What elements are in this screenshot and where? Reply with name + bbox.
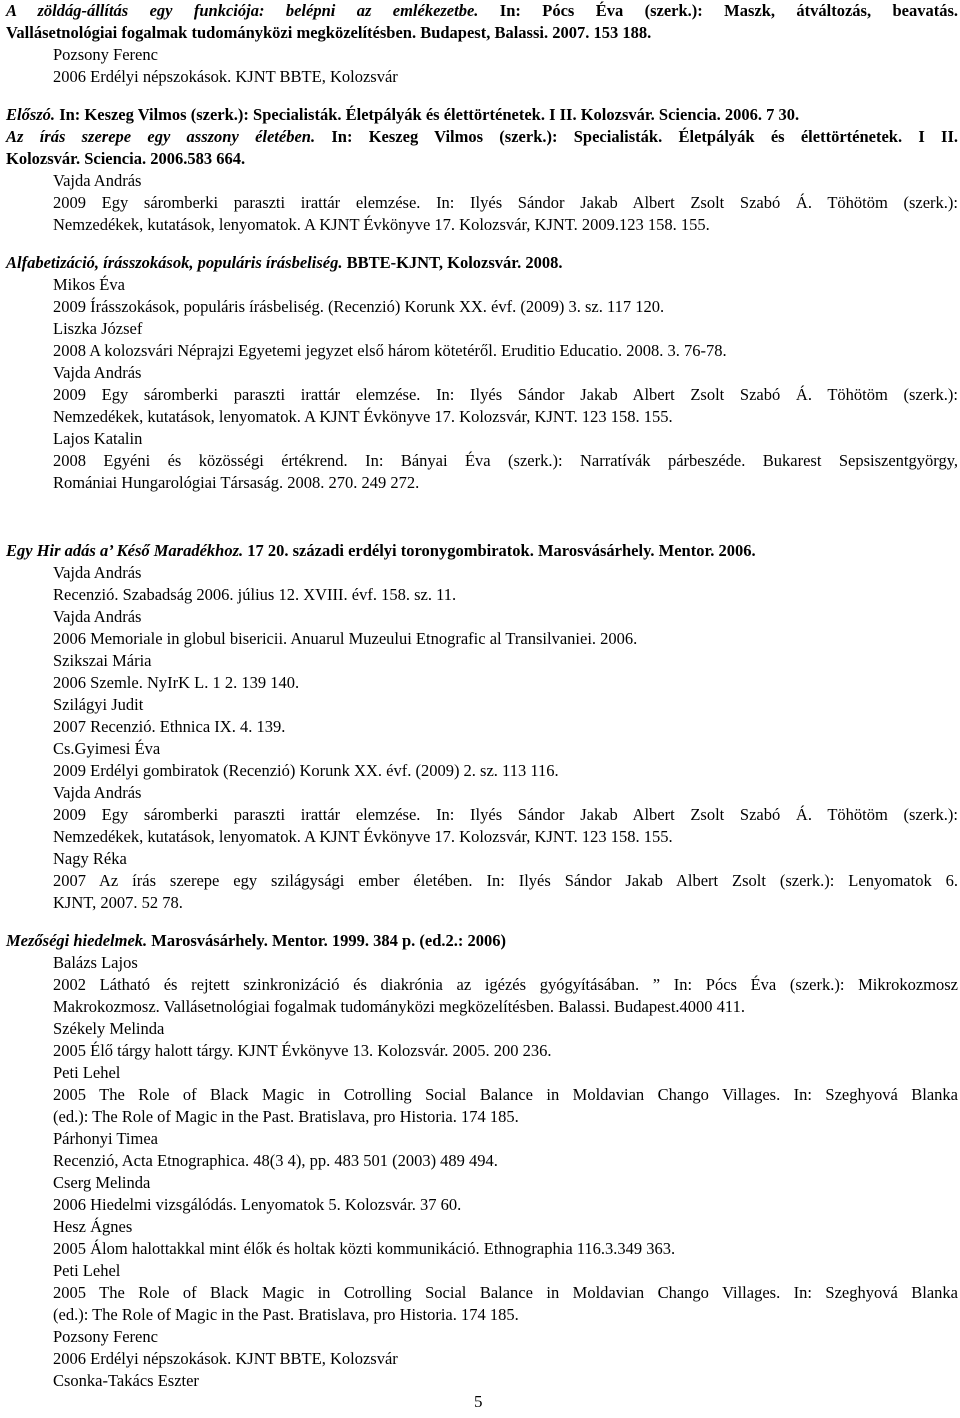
work-details: 17 20. századi erdélyi toronygombiratok. Marosvásárhely. Mentor. 2006. — [243, 541, 756, 560]
text-line — [53, 804, 958, 826]
text-line — [53, 296, 958, 318]
text-segment: 2009 Írásszokások, populáris írásbeliség. (Recenzió) Korunk XX. évf. (2009) 3. sz. 117 120. — [53, 297, 665, 316]
text-segment: Liszka József — [53, 319, 143, 338]
text-line — [53, 1260, 958, 1282]
text-line — [53, 1062, 958, 1084]
text-line — [6, 126, 958, 148]
work-details: In: Keszeg Vilmos (szerk.): Specialisták. Életpályák és élettörténetek. I II. — [315, 127, 959, 146]
text-segment: 2009 Egy sáromberki paraszti irattár elemzése. In: Ilyés Sándor Jakab Albert Zsolt Szabó Á. Töhötöm (szerk.): — [53, 805, 958, 824]
text-line — [53, 716, 958, 738]
text-line — [53, 760, 958, 782]
text-segment: Vajda András — [53, 783, 142, 802]
text-segment: Székely Melinda — [53, 1019, 165, 1038]
text-segment: Makrokozmosz. Vallásetnológiai fogalmak tudományközi megközelítésben. Balassi. Budapest.4000 411. — [53, 997, 745, 1016]
text-line — [53, 406, 958, 428]
text-line — [53, 472, 958, 494]
text-segment: Vajda András — [53, 563, 142, 582]
text-line — [53, 848, 958, 870]
text-line — [53, 1282, 958, 1304]
text-segment: Vajda András — [53, 171, 142, 190]
text-line — [53, 672, 958, 694]
text-segment: Balázs Lajos — [53, 953, 138, 972]
text-line — [53, 650, 958, 672]
text-segment: Pozsony Ferenc — [53, 1327, 158, 1346]
text-segment: 2006 Memoriale in globul bisericii. Anuarul Muzeului Etnografic al Transilvaniei. 2006. — [53, 629, 638, 648]
text-line — [6, 104, 958, 126]
text-line — [53, 1040, 958, 1062]
text-segment: Nemzedékek, kutatások, lenyomatok. A KJNT Évkönyve 17. Kolozsvár, KJNT. 2009.123 158. 155. — [53, 215, 710, 234]
text-segment: Recenzió. Szabadság 2006. július 12. XVIII. évf. 158. sz. 11. — [53, 585, 457, 604]
text-line — [6, 252, 958, 274]
text-line — [53, 44, 958, 66]
text-line — [53, 1348, 958, 1370]
text-segment: Szilágyi Judit — [53, 695, 144, 714]
text-segment: 2006 Szemle. NyIrK L. 1 2. 139 140. — [53, 673, 300, 692]
text-segment: 2002 Látható és rejtett szinkronizáció és diakrónia az igézés gyógyításában. ” In: Pócs Éva (szerk.): Mikrokozmosz — [53, 975, 958, 994]
work-title: Alfabetizáció, írásszokások, populáris írásbeliség. — [6, 253, 343, 272]
text-line — [53, 606, 958, 628]
work-details: In: Pócs Éva (szerk.): Maszk, átváltozás, beavatás. — [478, 1, 958, 20]
text-line — [53, 892, 958, 914]
text-line — [6, 148, 958, 170]
text-line — [53, 870, 958, 892]
text-segment: Vajda András — [53, 607, 142, 626]
text-segment: KJNT, 2007. 52 78. — [53, 893, 183, 912]
work-details: BBTE-KJNT, Kolozsvár. 2008. — [342, 253, 563, 272]
text-segment: 2005 Élő tárgy halott tárgy. KJNT Évkönyve 13. Kolozsvár. 2005. 200 236. — [53, 1041, 552, 1060]
text-segment: 2007 Az írás szerepe egy szilágysági ember életében. In: Ilyés Sándor Jakab Albert Zsolt (szerk.): Lenyomatok 6. — [53, 871, 958, 890]
text-line — [53, 214, 958, 236]
text-segment: Mikos Éva — [53, 275, 125, 294]
work-details: In: Keszeg Vilmos (szerk.): Specialisták. Életpályák és élettörténetek. I II. Kolozsvár. Sciencia. 2006. 7 30. — [55, 105, 800, 124]
text-line — [53, 1326, 958, 1348]
text-line — [53, 192, 958, 214]
work-title: Egy Hir adás a’ Késő Maradékhoz. — [6, 541, 244, 560]
text-line — [53, 996, 958, 1018]
text-segment: Hesz Ágnes — [53, 1217, 133, 1236]
text-line — [6, 540, 958, 562]
text-line — [53, 1304, 958, 1326]
text-line — [53, 340, 958, 362]
text-segment: 2008 A kolozsvári Néprajzi Egyetemi jegyzet első három kötetéről. Eruditio Educatio. 2008. 3. 76-78. — [53, 341, 727, 360]
text-segment: Nagy Réka — [53, 849, 127, 868]
text-segment: 2005 The Role of Black Magic in Cotrolling Social Balance in Moldavian Chango Villages. In: Szeghyová Blanka — [53, 1283, 958, 1302]
text-line — [53, 562, 958, 584]
text-line — [53, 384, 958, 406]
text-line — [53, 1106, 958, 1128]
text-segment: Cs.Gyimesi Éva — [53, 739, 161, 758]
text-segment: 2009 Erdélyi gombiratok (Recenzió) Korunk XX. évf. (2009) 2. sz. 113 116. — [53, 761, 559, 780]
text-segment: 2009 Egy sáromberki paraszti irattár elemzése. In: Ilyés Sándor Jakab Albert Zsolt Szabó Á. Töhötöm (szerk.): — [53, 193, 958, 212]
text-segment: Nemzedékek, kutatások, lenyomatok. A KJNT Évkönyve 17. Kolozsvár, KJNT. 123 158. 155. — [53, 827, 673, 846]
text-segment: Peti Lehel — [53, 1063, 121, 1082]
text-line — [53, 1172, 958, 1194]
text-segment: 2006 Erdélyi népszokások. KJNT BBTE, Kolozsvár — [53, 1349, 398, 1368]
text-segment: 2007 Recenzió. Ethnica IX. 4. 139. — [53, 717, 286, 736]
text-line — [53, 1238, 958, 1260]
text-segment: 2009 Egy sáromberki paraszti irattár elemzése. In: Ilyés Sándor Jakab Albert Zsolt Szabó Á. Töhötöm (szerk.): — [53, 385, 958, 404]
text-segment: Peti Lehel — [53, 1261, 121, 1280]
text-line — [53, 1150, 958, 1172]
text-line — [53, 66, 958, 88]
work-title: Előszó. — [6, 105, 56, 124]
text-line — [6, 930, 958, 952]
text-line — [53, 826, 958, 848]
text-segment: Vajda András — [53, 363, 142, 382]
text-line — [53, 584, 958, 606]
work-title: Mezőségi hiedelmek. — [6, 931, 148, 950]
text-segment: (ed.): The Role of Magic in the Past. Bratislava, pro Historia. 174 185. — [53, 1107, 519, 1126]
text-segment: Romániai Hungarológiai Társaság. 2008. 270. 249 272. — [53, 473, 420, 492]
text-line — [53, 952, 958, 974]
text-segment: Szikszai Mária — [53, 651, 152, 670]
work-title: A zöldág-állítás egy funkciója: belépni az emlékezetbe. — [6, 1, 479, 20]
work-details: Vallásetnológiai fogalmak tudományközi megközelítésben. Budapest, Balassi. 2007. 153 188. — [6, 23, 652, 42]
text-line — [53, 1216, 958, 1238]
text-segment: 2006 Erdélyi népszokások. KJNT BBTE, Kolozsvár — [53, 67, 398, 86]
text-line — [53, 450, 958, 472]
text-segment: 2006 Hiedelmi vizsgálódás. Lenyomatok 5. Kolozsvár. 37 60. — [53, 1195, 462, 1214]
text-segment: 2005 Álom halottakkal mint élők és holtak közti kommunikáció. Ethnographia 116.3.349 363. — [53, 1239, 676, 1258]
text-segment: Párhonyi Timea — [53, 1129, 158, 1148]
text-line — [6, 22, 958, 44]
text-line — [53, 274, 958, 296]
text-segment: Lajos Katalin — [53, 429, 143, 448]
text-line — [53, 1084, 958, 1106]
text-line — [53, 974, 958, 996]
text-segment: Nemzedékek, kutatások, lenyomatok. A KJNT Évkönyve 17. Kolozsvár, KJNT. 123 158. 155. — [53, 407, 673, 426]
text-line — [53, 694, 958, 716]
text-segment: (ed.): The Role of Magic in the Past. Bratislava, pro Historia. 174 185. — [53, 1305, 519, 1324]
work-title: Az írás szerepe egy asszony életében. — [6, 127, 316, 146]
text-line — [53, 170, 958, 192]
text-line — [53, 782, 958, 804]
text-segment: Pozsony Ferenc — [53, 45, 158, 64]
text-line — [53, 362, 958, 384]
text-segment: Recenzió, Acta Etnographica. 48(3 4), pp. 483 501 (2003) 489 494. — [53, 1151, 498, 1170]
text-line — [53, 428, 958, 450]
text-line — [6, 0, 958, 22]
text-line — [53, 738, 958, 760]
text-segment: Cserg Melinda — [53, 1173, 151, 1192]
text-segment: 2008 Egyéni és közösségi értékrend. In: Bányai Éva (szerk.): Narratívák párbeszéde. Bukarest Sepsiszentgyörgy, — [53, 451, 958, 470]
text-segment: 2005 The Role of Black Magic in Cotrolling Social Balance in Moldavian Chango Villages. In: Szeghyová Blanka — [53, 1085, 958, 1104]
text-line — [53, 1194, 958, 1216]
text-line — [53, 318, 958, 340]
text-line — [53, 628, 958, 650]
work-details: Kolozsvár. Sciencia. 2006.583 664. — [6, 149, 246, 168]
text-line — [53, 1128, 958, 1150]
text-segment: Csonka-Takács Eszter — [53, 1371, 199, 1390]
page-number: 5 — [474, 1392, 483, 1411]
text-line — [53, 1370, 958, 1392]
text-line — [53, 1018, 958, 1040]
work-details: Marosvásárhely. Mentor. 1999. 384 p. (ed.2.: 2006) — [147, 931, 507, 950]
